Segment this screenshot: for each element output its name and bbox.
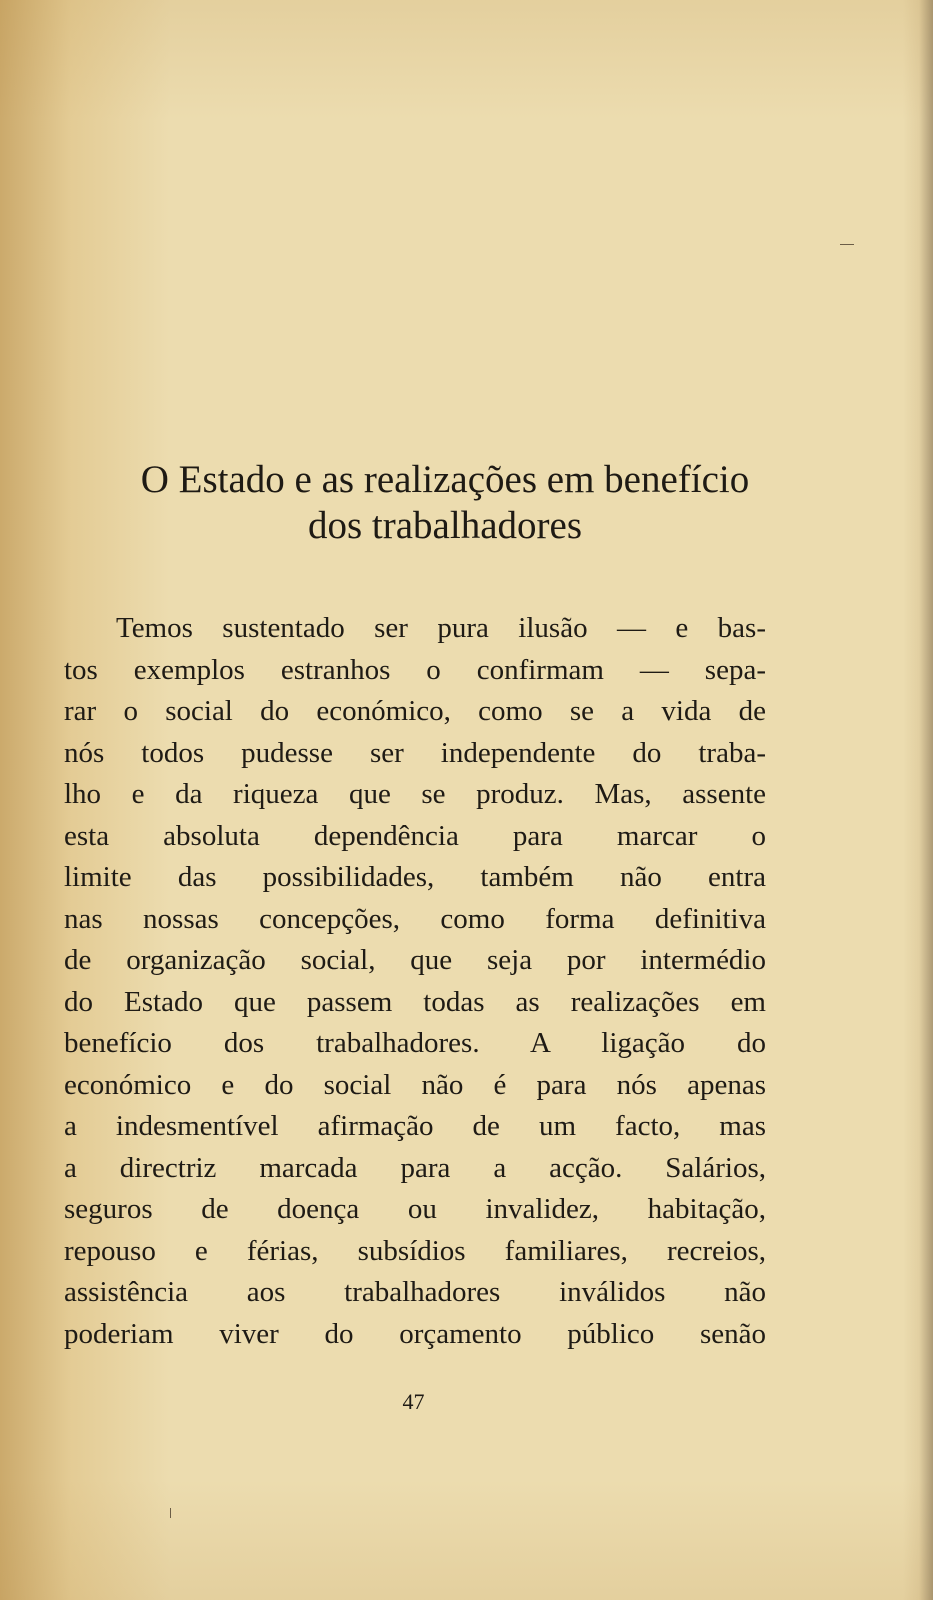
text-line: lho e da riqueza que se produz. Mas, assente xyxy=(64,778,766,810)
paper-speck xyxy=(170,1508,171,1518)
text-line: seguros de doença ou invalidez, habitação, xyxy=(64,1193,766,1225)
text-line: limite das possibilidades, também não entra xyxy=(64,861,766,893)
text-line: tos exemplos estranhos o confirmam — sepa- xyxy=(64,653,766,686)
text-line: nós todos pudesse ser independente do traba- xyxy=(64,736,766,769)
paper-speck xyxy=(840,244,854,245)
text-line: nas nossas concepções, como forma definitiva xyxy=(64,902,766,935)
text-line: do Estado que passem todas as realizações em xyxy=(64,985,766,1018)
text-line: poderiam viver do orçamento público senão xyxy=(64,1317,766,1350)
text-line: benefício dos trabalhadores. A ligação do xyxy=(64,1027,766,1059)
text-line: esta absoluta dependência para marcar o xyxy=(64,819,766,852)
text-line: assistência aos trabalhadores inválidos não xyxy=(64,1276,766,1308)
text-line: de organização social, que seja por intermédio xyxy=(64,944,766,976)
text-line: repouso e férias, subsídios familiares, recreios, xyxy=(64,1234,766,1267)
text-line: a directriz marcada para a acção. Salários, xyxy=(64,1151,766,1184)
chapter-title-line-1: O Estado e as realizações em benefício xyxy=(140,458,750,501)
text-line: rar o social do económico, como se a vida de xyxy=(64,695,766,727)
chapter-title xyxy=(60,457,830,549)
page-number: 47 xyxy=(402,1389,425,1414)
text-line: Temos sustentado ser pura ilusão — e bas- xyxy=(116,612,766,644)
text-line: económico e do social não é para nós apenas xyxy=(64,1068,766,1101)
text-line: a indesmentível afirmação de um facto, mas xyxy=(64,1110,766,1142)
body-text xyxy=(64,608,766,1355)
chapter-title-line-2: dos trabalhadores xyxy=(308,504,582,547)
